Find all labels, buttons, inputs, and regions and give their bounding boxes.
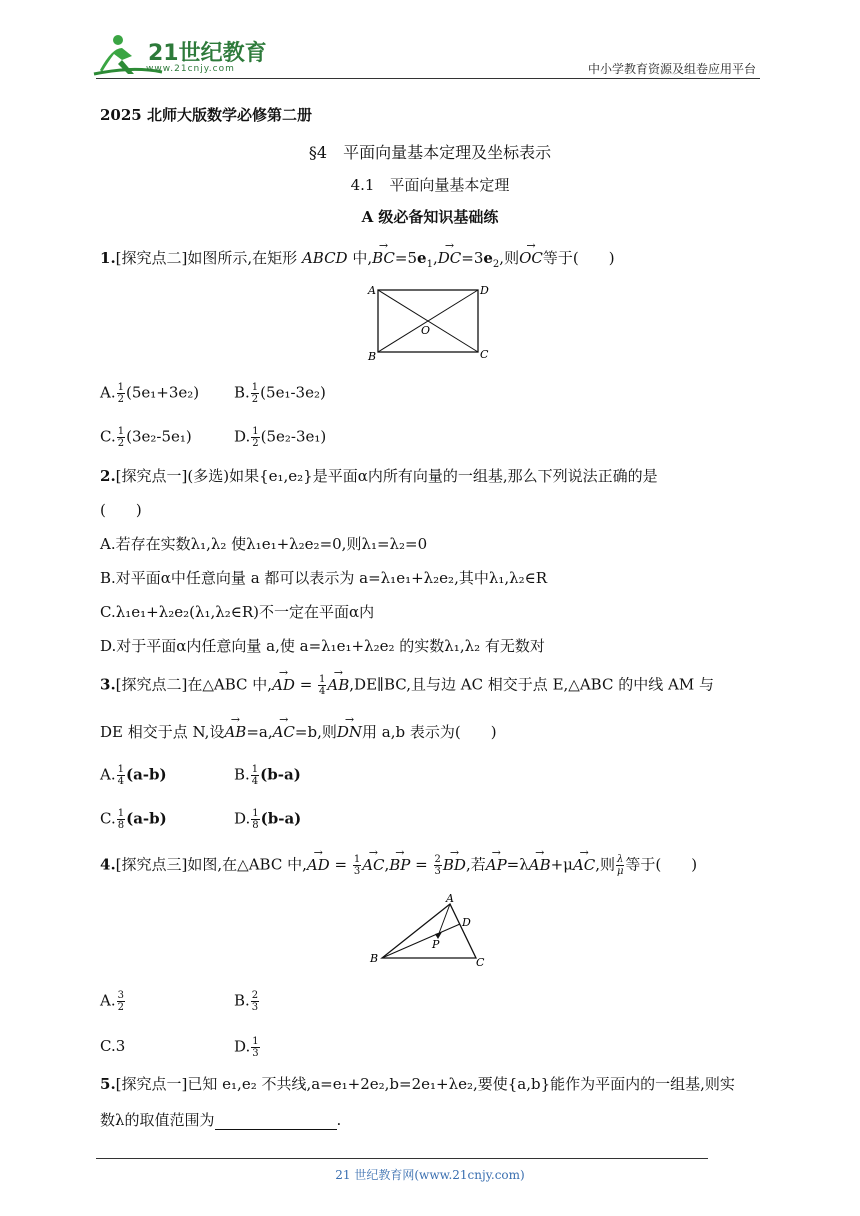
- rectangle-figure: [366, 282, 496, 362]
- q4-option-c[interactable]: C.3: [100, 1037, 126, 1055]
- label-d: D: [462, 916, 471, 929]
- q3-option-c[interactable]: C. $\frac{1}{8}$ (a-b): [100, 808, 167, 831]
- label-a: A: [446, 892, 454, 905]
- q1-option-d[interactable]: D. $\frac{1}{2}$ (5e₂-3e₁): [234, 426, 327, 449]
- label-b: B: [368, 350, 377, 362]
- question-5-line2: 数λ的取值范围为 .: [100, 1111, 342, 1129]
- label-d: D: [480, 284, 489, 297]
- answer-blank[interactable]: [215, 1115, 337, 1130]
- question-3-line2: DE 相交于点 N,设→ AB=a,→ AC=b,则→ DN用 a,b 表示为( ): [100, 722, 770, 742]
- question-4: 4.[探究点三]如图,在△ABC 中,→ AD = $\frac{1}{3}$ → AC,→ BP = $\frac{2}{3}$ → BD,若→ AP=λ→ AB+μ→ AC,则 $\frac{\lambda}{\mu}$ 等于( ): [100, 854, 770, 877]
- q3-option-a[interactable]: A. $\frac{1}{4}$ (a-b): [100, 764, 167, 787]
- q4-option-d[interactable]: D. $\frac{1}{3}$: [234, 1036, 259, 1059]
- q4-option-b[interactable]: B. $\frac{2}{3}$: [234, 990, 259, 1013]
- question-1: 1.[探究点二]如图所示,在矩形 ABCD 中,→ $BC=5e_1,\to DC=3e_2$,则→ OC等于( ): [100, 248, 770, 275]
- q2-option-a[interactable]: A.若存在实数λ₁,λ₂ 使λ₁e₁+λ₂e₂=0,则λ₁=λ₂=0: [100, 535, 428, 553]
- book-title: 2025 北师大版数学必修第二册: [100, 106, 312, 124]
- section-title: §4 平面向量基本定理及坐标表示: [308, 143, 552, 162]
- triangle-figure: [366, 892, 496, 972]
- label-b: B: [370, 952, 379, 965]
- q2-option-d[interactable]: D.对于平面α内任意向量 a,使 a=λ₁e₁+λ₂e₂ 的实数λ₁,λ₂ 有无数对: [100, 637, 545, 655]
- label-p: P: [432, 938, 440, 951]
- q1-option-a[interactable]: A. $\frac{1}{2}$ (5e₁+3e₂): [100, 382, 200, 405]
- label-a: A: [368, 284, 376, 297]
- subsection-title: 4.1 平面向量基本定理: [350, 176, 510, 194]
- question-2-paren: ( ): [100, 501, 142, 519]
- footer-divider: [96, 1158, 708, 1159]
- logo-url: www.21cnjy.com: [146, 64, 235, 74]
- q3-option-b[interactable]: B. $\frac{1}{4}$ (b-a): [234, 764, 301, 787]
- q1-option-b[interactable]: B. $\frac{1}{2}$ (5e₁-3e₂): [234, 382, 326, 405]
- question-5: 5.[探究点一]已知 e₁,e₂ 不共线,a=e₁+2e₂,b=2e₁+λe₂,要使{a,b}能作为平面内的一组基,则实: [100, 1075, 735, 1093]
- header-platform-text: 中小学教育资源及组卷应用平台: [587, 62, 756, 76]
- header-divider: [96, 78, 760, 79]
- q4-option-a[interactable]: A. $\frac{3}{2}$: [100, 990, 124, 1013]
- level-title: A 级必备知识基础练: [361, 208, 499, 226]
- q2-option-b[interactable]: B.对平面α中任意向量 a 都可以表示为 a=λ₁e₁+λ₂e₂,其中λ₁,λ₂∈R: [100, 569, 548, 587]
- label-o: O: [421, 324, 431, 337]
- logo-text: 21世纪教育: [148, 41, 267, 66]
- q3-option-d[interactable]: D. $\frac{1}{8}$ (b-a): [234, 808, 302, 831]
- footer-text: 21 世纪教育网(www.21cnjy.com): [335, 1168, 525, 1182]
- q2-option-c[interactable]: C.λ₁e₁+λ₂e₂(λ₁,λ₂∈R)不一定在平面α内: [100, 603, 375, 621]
- label-c: C: [480, 348, 489, 361]
- label-c: C: [476, 956, 485, 969]
- q1-option-c[interactable]: C. $\frac{1}{2}$ (3e₂-5e₁): [100, 426, 192, 449]
- question-2: 2.[探究点一](多选)如果{e₁,e₂}是平面α内所有向量的一组基,那么下列说法正确的是: [100, 467, 658, 485]
- question-3: 3.[探究点二]在△ABC 中,→ AD = $\frac{1}{4}$ → AB,DE∥BC,且与边 AC 相交于点 E,△ABC 的中线 AM 与: [100, 674, 770, 697]
